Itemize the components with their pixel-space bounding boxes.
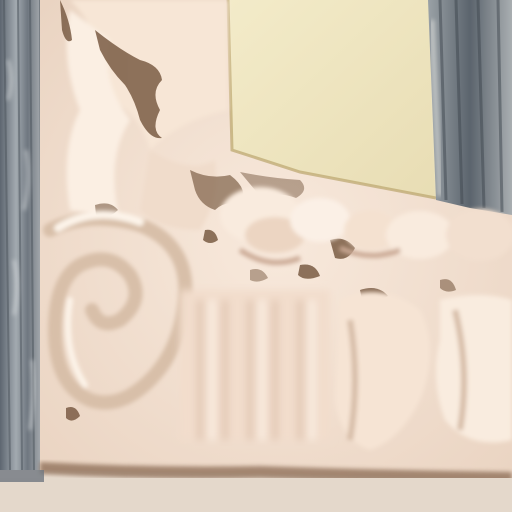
left-silver-trim <box>0 0 46 470</box>
wall-below-frame <box>0 478 512 512</box>
right-silver-trim <box>428 0 512 215</box>
fluted-panel <box>180 290 330 440</box>
silver-trim-bottom <box>0 470 44 482</box>
